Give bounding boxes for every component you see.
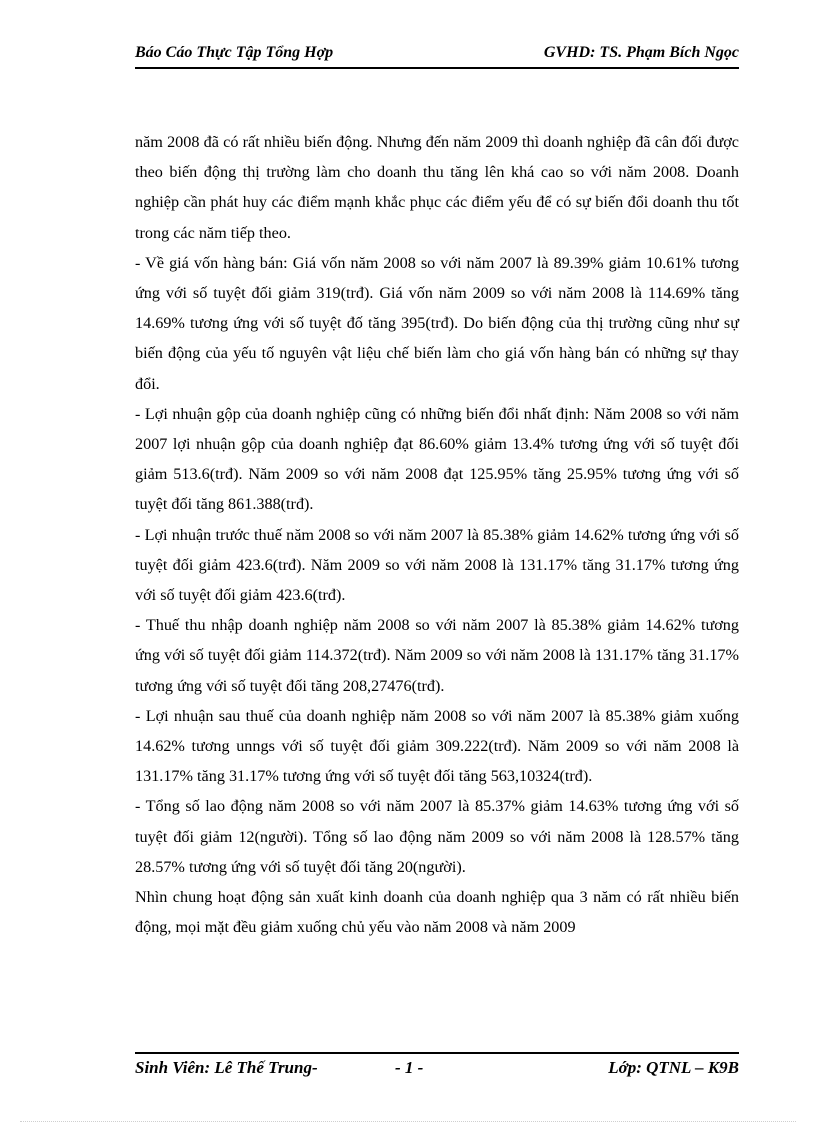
page-header	[135, 44, 739, 68]
student-name: Sinh Viên: Lê Thế Trung-	[135, 1058, 318, 1077]
paragraph-summary: Nhìn chung hoạt động sản xuất kinh doanh của doanh nghiệp qua 3 năm có rất nhiều biến động, mọi mặt đều giảm xuống chủ yếu vào năm 2008 và năm 2009	[135, 888, 739, 937]
paragraph-after-tax-profit: - Lợi nhuận sau thuế của doanh nghiệp năm 2008 so với năm 2007 là 85.38% giảm xuống 14.62% tương unngs với số tuyệt đối giảm 309.222(trđ). Năm 2009 so với năm 2008 là 131.17% tăng 31.17% tương ứng với số tuyệt đối tăng 563,10324(trđ).	[135, 706, 739, 786]
paragraph-pretax-profit: - Lợi nhuận trước thuế năm 2008 so với năm 2007 là 85.38% giảm 14.62% tương ứng với số tuyệt đối giảm 423.6(trđ). Năm 2009 so với năm 2008 là 131.17% tăng 31.17% tương ứng với số tuyệt đối giảm 423.6(trđ).	[135, 525, 739, 605]
paragraph-cost-of-goods: - Về giá vốn hàng bán: Giá vốn năm 2008 so với năm 2007 là 89.39% giảm 10.61% tương ứng với số tuyệt đối giảm 319(trđ). Giá vốn năm 2009 so với năm 2008 là 114.69% tăng 14.69% tương ứng với số tuyệt đố tăng 395(trđ). Do biến động của thị trường cũng như sự biến động của yếu tố nguyên vật liệu chế biến làm cho giá vốn hàng bán có những sự thay đổi.	[135, 253, 739, 393]
page-number: - 1 -	[395, 1058, 424, 1077]
paragraph-gross-profit: - Lợi nhuận gộp của doanh nghiệp cũng có những biến đổi nhất định: Năm 2008 so với năm 2007 lợi nhuận gộp của doanh nghiệp đạt 86.60% giảm 13.4% tương ứng với số tuyệt đối giảm 513.6(trđ). Năm 2009 so với năm 2008 đạt 125.95% tăng 25.95% tương ứng với số tuyệt đối tăng 861.388(trđ).	[135, 404, 739, 514]
paragraph-revenue-intro: năm 2008 đã có rất nhiều biến động. Nhưng đến năm 2009 thì doanh nghiệp đã cân đối được theo biến động thị trường làm cho doanh thu tăng lên khá cao so với năm 2008. Doanh nghiệp cần phát huy các điểm mạnh khắc phục các điểm yếu để có sự biến đổi doanh thu tốt trong các năm tiếp theo.	[135, 133, 739, 242]
page-edge	[20, 1121, 796, 1122]
report-title: Báo Cáo Thực Tập Tổng Hợp	[135, 44, 334, 61]
supervisor: GVHD: TS. Phạm Bích Ngọc	[543, 44, 739, 61]
footer-divider	[135, 1052, 739, 1054]
paragraph-income-tax: - Thuế thu nhập doanh nghiệp năm 2008 so với năm 2007 là 85.38% giảm 14.62% tương ứng với số tuyệt đối giảm 114.372(trđ). Năm 2009 so với năm 2008 là 131.17% tăng 31.17% tương ứng với số tuyệt đối tăng 208,27476(trđ).	[135, 616, 739, 695]
page-footer	[135, 1058, 739, 1082]
class-label: Lớp: QTNL – K9B	[608, 1058, 739, 1077]
document-body	[135, 127, 739, 942]
paragraph-labor: - Tổng số lao động năm 2008 so với năm 2007 là 85.37% giảm 14.63% tương ứng với số tuyệt đối giảm 12(người). Tổng số lao động năm 2009 so với năm 2008 là 128.57% tăng 28.57% tương ứng với số tuyệt đối tăng 20(người).	[135, 797, 739, 876]
header-divider	[135, 67, 739, 69]
